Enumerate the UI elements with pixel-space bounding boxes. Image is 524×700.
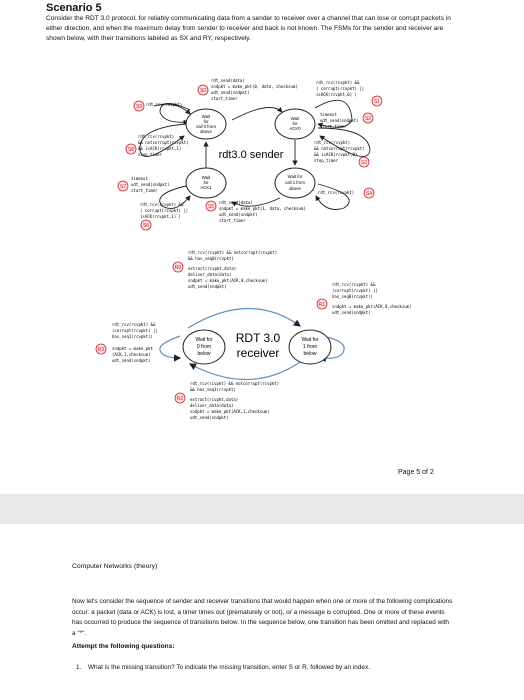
s3-line-1: && notcorrupt(rcvpkt): [314, 146, 365, 151]
state-wait-ack1-line-2: ACK1: [200, 185, 212, 190]
question-1-text: What is the missing transition? To indicate the missing transition, enter S or R, followed by an index.: [88, 664, 370, 671]
r2-line-0: rdt_rcv(rcvpkt) && notcorrupt(rcvpkt): [190, 381, 280, 386]
label-r2: R2: [176, 396, 184, 402]
arc-r0: [188, 308, 300, 328]
r2-line-2: extract(rcvpkt,data): [190, 397, 239, 402]
transition-s8: [126, 134, 189, 157]
state-wait-0-line-2: below: [197, 351, 211, 357]
s9-line-0: rdt_rcv(rcvpkt): [146, 102, 183, 107]
r0-line-2: extract(rcvpkt,data): [188, 266, 237, 271]
r3-line-3: sndpkt = make_pkt: [112, 346, 153, 351]
r1-line-4: udt_send(sndpkt): [332, 310, 371, 315]
state-wait-call-0-line-3: above: [200, 129, 212, 134]
s0-line-3: start_timer: [211, 96, 238, 101]
r1-line-1: (corrupt(rcvpkt) ||: [332, 288, 378, 293]
label-s0: S0: [199, 88, 207, 94]
transition-r0: [173, 250, 277, 289]
r2-line-5: udt_send(sndpkt): [190, 415, 229, 420]
s8-line-1: && notcorrupt(rcvpkt): [138, 140, 189, 145]
r0-line-5: udt_send(sndpkt): [188, 284, 227, 289]
label-r0: R0: [174, 265, 182, 271]
arc-r2: [190, 362, 300, 380]
transition-s0: [198, 78, 298, 101]
state-wait-call-1-line-2: above: [289, 186, 301, 191]
r2-line-4: sndpkt = make_pkt(ACK,1,checksum): [190, 409, 270, 414]
r3-line-5: udt_send(sndpkt): [112, 358, 151, 363]
receiver-fsm: [96, 250, 411, 420]
s6-line-0: rdt_rcv(rcvpkt) &&: [140, 202, 184, 207]
transition-s9: [134, 101, 182, 111]
label-s6: S6: [142, 223, 150, 229]
loop-r3: [160, 336, 180, 358]
state-wait-ack0-line-1: for: [292, 121, 298, 126]
state-wait-call-0-line-1: for: [203, 119, 209, 124]
transition-s4: [318, 188, 374, 198]
state-wait-call-0-line-0: Wait: [201, 114, 211, 119]
arrow-s0: [232, 108, 282, 121]
s3-line-3: stop_timer: [314, 158, 339, 163]
s8-line-0: rdt_rcv(rcvpkt): [138, 134, 175, 139]
s7-line-1: udt_send(sndpkt): [131, 182, 170, 187]
attempt-heading: Attempt the following questions:: [72, 643, 175, 650]
transition-s6: [140, 202, 188, 230]
s0-line-2: udt_send(sndpkt): [211, 90, 250, 95]
r0-line-3: deliver_data(data): [188, 272, 232, 277]
label-s9: S9: [135, 104, 143, 110]
transition-s3: [314, 140, 369, 167]
s2-line-0: timeout: [320, 112, 337, 117]
s3-line-0: rdt_rcv(rcvpkt): [314, 140, 351, 145]
transition-r2: [175, 381, 279, 420]
s3-line-2: && isACK(rcvpkt,0): [314, 152, 358, 157]
sender-center-label: rdt3.0 sender: [218, 149, 284, 161]
r1-line-2: has_seq0(rcvpkt)): [332, 294, 373, 299]
receiver-center-label-line-1: receiver: [236, 346, 280, 360]
sequence-description: Now let's consider the sequence of sender and receiver transitions that would happen when one or more of the following complications occur: a packet (data or ACK) is lost, a timer times out (prematurely or not), or a message is corrupted. One or more of these events has occurred to produce the sequence of transitions below. In the sequence below, one transition has been omitted and replaced with a "*".: [72, 598, 453, 637]
r1-line-0: rdt_rcv(rcvpkt) &&: [332, 282, 376, 287]
r3-line-0: rdt_rcv(rcvpkt) &&: [112, 322, 156, 327]
s8-line-2: && isACK(rcvpkt,1): [138, 146, 182, 151]
label-r3: R3: [97, 347, 105, 353]
state-wait-0-line-1: 0 from: [196, 344, 212, 350]
s1-line-2: isACK(rcvpkt,0) ): [316, 92, 357, 97]
transition-s1: [316, 80, 382, 106]
s7-line-2: start_timer: [131, 188, 158, 193]
transition-r3: [96, 322, 158, 363]
state-wait-ack1-line-0: Wait: [201, 175, 211, 180]
label-s7: S7: [119, 184, 127, 190]
question-1: [76, 663, 454, 673]
transition-s2: [320, 112, 373, 129]
s1-line-0: rdt_rcv(rcvpkt) &&: [316, 80, 360, 85]
state-wait-ack0-line-0: Wait: [290, 116, 300, 121]
r0-line-4: sndpkt = make_pkt(ACK,0,checksum): [188, 278, 268, 283]
r3-line-1: (corrupt(rcvpkt) ||: [112, 328, 158, 333]
scenario-title: Scenario 5: [46, 2, 102, 14]
s5-line-0: rdt_send(data): [219, 200, 253, 205]
state-wait-1-line-0: Wait for: [301, 337, 319, 343]
label-s3: S3: [360, 160, 368, 166]
r2-line-3: deliver_data(data): [190, 403, 234, 408]
question-1-number: 1.: [76, 664, 82, 671]
s7-line-0: timeout: [131, 176, 148, 181]
state-wait-1-line-1: 1 from: [302, 344, 318, 350]
label-s1: S1: [373, 99, 381, 105]
label-r1: R1: [318, 302, 326, 308]
s0-line-1: sndpkt = make_pkt(0, data, checksum): [211, 84, 298, 89]
s6-line-1: ( corrupt(rcvpkt) ||: [140, 208, 189, 213]
sender-fsm: [118, 78, 382, 230]
r2-line-1: && has_seq1(rcvpkt): [190, 387, 236, 392]
receiver-center-label-line-0: RDT 3.0: [235, 331, 281, 345]
s0-line-0: rdt_send(data): [211, 78, 245, 83]
s4-line-0: rdt_rcv(rcvpkt): [318, 190, 355, 195]
state-wait-call-1-line-1: call 1 from: [285, 180, 305, 185]
s2-line-2: start_timer: [320, 124, 347, 129]
s5-line-1: sndpkt = make_pkt(1, data, checksum): [219, 206, 306, 211]
s1-line-1: ( corrupt(rcvpkt) ||: [316, 86, 365, 91]
page-number: Page 5 of 2: [398, 469, 434, 476]
transition-s7: [118, 176, 170, 193]
s5-line-3: start_timer: [219, 218, 246, 223]
s5-line-2: udt_send(sndpkt): [219, 212, 258, 217]
s6-line-2: isACK(rcvpkt,1) ): [140, 214, 181, 219]
s2-line-1: udt_send(sndpkt): [320, 118, 359, 123]
transition-r1: [317, 282, 411, 315]
label-s5: S5: [207, 204, 215, 210]
loop-s4: [316, 184, 349, 210]
r3-line-2: has_seq1(rcvpkt)): [112, 334, 153, 339]
state-wait-call-1-line-0: Wait for: [287, 174, 303, 179]
r3-line-4: (ACK,1,checksum): [112, 352, 151, 357]
label-s2: S2: [364, 116, 372, 122]
r0-line-1: && has_seq0(rcvpkt): [188, 256, 234, 261]
label-s4: S4: [365, 191, 373, 197]
course-header: Computer Networks (theory): [72, 563, 158, 570]
r1-line-3: sndpkt = make_pkt(ACK,0,checksum): [332, 304, 412, 309]
r0-line-0: rdt_rcv(rcvpkt) && notcorrupt(rcvpkt): [188, 250, 278, 255]
state-wait-1-line-2: below: [303, 351, 317, 357]
transition-s5: [206, 200, 306, 223]
scenario-intro: Consider the RDT 3.0 protocol, for reliably communicating data from a sender to receiver over a channel that can lose or corrupt packets in either direction, and when the maximum delay from sender to receiver and back is not known. The FSMs for the sender and receiver are shown below, with their transitions labeled as SX and RY, respectively.: [46, 15, 451, 42]
state-wait-0-line-0: Wait for: [195, 337, 213, 343]
state-wait-ack1-line-1: for: [203, 180, 209, 185]
state-wait-call-0-line-2: call 0 from: [196, 124, 216, 129]
s8-line-3: stop_timer: [138, 152, 163, 157]
label-s8: S8: [127, 147, 135, 153]
page-gap: [0, 494, 524, 524]
state-wait-ack0-line-2: ACK0: [289, 126, 301, 131]
